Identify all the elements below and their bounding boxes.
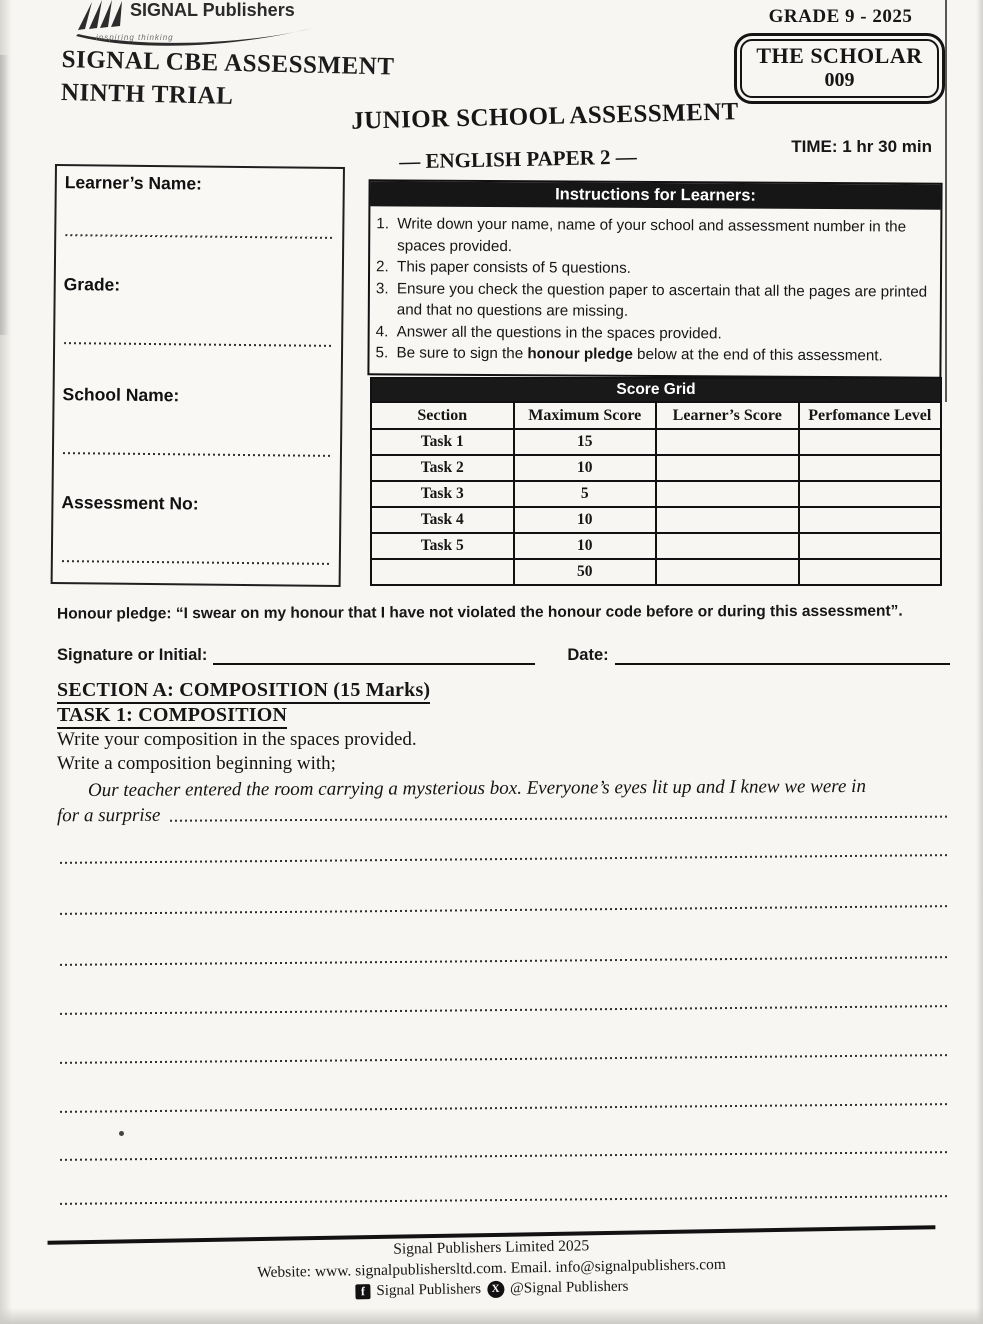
instruction-number: 3. xyxy=(375,280,389,298)
composition-writing-line[interactable] xyxy=(60,1054,950,1064)
performance-level-cell[interactable] xyxy=(799,559,942,585)
learner-score-cell[interactable] xyxy=(656,429,799,455)
assessment-no-field[interactable] xyxy=(62,560,330,565)
scan-smudge-left xyxy=(0,55,9,335)
composition-prompt-line2: for a surprise xyxy=(57,801,950,828)
exam-title: JUNIOR SCHOOL ASSESSMENT xyxy=(350,98,740,135)
performance-level-cell[interactable] xyxy=(799,429,942,455)
composition-writing-line[interactable] xyxy=(60,1103,950,1113)
learner-score-cell[interactable] xyxy=(656,507,799,533)
performance-level-cell[interactable] xyxy=(799,481,942,507)
honour-pledge-statement: Honour pledge: “I swear on my honour that I have not violated the honour code before or during this assessment”. xyxy=(56,602,903,623)
publisher-contact: Website: www. signalpublishersltd.com. Email. info@signalpublishers.com xyxy=(257,1255,727,1282)
learner-name-field[interactable] xyxy=(65,234,333,239)
learner-score-cell[interactable] xyxy=(656,533,799,559)
stray-ink-dot xyxy=(119,1131,124,1136)
composition-instruction-1: Write your composition in the spaces provided. xyxy=(57,729,417,750)
facebook-icon: f xyxy=(355,1284,370,1299)
signature-label: Signature or Initial: xyxy=(57,646,208,664)
instructions-box xyxy=(367,179,942,379)
school-name-label: School Name: xyxy=(62,384,180,406)
col-max-score: Maximum Score xyxy=(514,402,657,429)
instruction-number: 5. xyxy=(375,344,389,362)
signature-row xyxy=(57,645,950,665)
learner-score-cell[interactable] xyxy=(656,481,799,507)
composition-prompt-line1: Our teacher entered the room carrying a mysterious box. Everyone’s eyes lit up and I knew we were in xyxy=(87,775,866,802)
grade-year-label: GRADE 9 - 2025 xyxy=(768,6,913,27)
max-score-cell: 5 xyxy=(514,481,657,507)
performance-level-cell[interactable] xyxy=(799,507,942,533)
composition-writing-line[interactable] xyxy=(60,1195,950,1205)
instruction-number: 1. xyxy=(376,215,390,233)
score-grid-title: Score Grid xyxy=(370,377,942,401)
composition-writing-line[interactable] xyxy=(60,1151,950,1161)
instruction-text: Be sure to sign the honour pledge below at the end of this assessment. xyxy=(396,344,883,365)
composition-writing-line[interactable] xyxy=(60,956,950,966)
section-cell: Task 1 xyxy=(371,429,514,455)
date-field[interactable] xyxy=(615,645,950,665)
col-learner-score: Learner’s Score xyxy=(656,402,799,429)
scan-line-artifact xyxy=(945,0,947,402)
learner-score-cell[interactable] xyxy=(656,559,799,585)
section-cell: Task 5 xyxy=(371,533,514,559)
score-row xyxy=(371,455,941,481)
score-row xyxy=(371,429,941,455)
instruction-text: Write down your name, name of your school and assessment number in the spaces provided. xyxy=(397,215,907,255)
score-grid xyxy=(370,377,942,586)
score-row xyxy=(371,507,941,533)
instruction-text: Answer all the questions in the spaces provided. xyxy=(396,323,722,343)
x-icon: X xyxy=(487,1281,504,1298)
assessment-no-label: Assessment No: xyxy=(61,492,199,514)
composition-writing-line[interactable] xyxy=(60,854,950,864)
x-handle: @Signal Publishers xyxy=(509,1278,629,1297)
composition-writing-line[interactable] xyxy=(170,816,950,822)
time-allowed-label: TIME: 1 hr 30 min xyxy=(791,137,932,156)
publisher-logo-tagline: inspiring thinking xyxy=(96,33,174,42)
school-name-field[interactable] xyxy=(63,452,331,457)
honour-pledge-emphasis: honour pledge xyxy=(527,345,633,364)
score-row xyxy=(371,533,941,559)
section-cell: Task 2 xyxy=(371,455,514,481)
publisher-imprint: Signal Publishers Limited 2025 xyxy=(393,1237,590,1258)
signature-field[interactable] xyxy=(213,645,535,665)
grade-field[interactable] xyxy=(64,342,332,347)
instruction-number: 4. xyxy=(375,323,389,341)
composition-writing-line[interactable] xyxy=(60,1005,950,1015)
max-score-cell: 50 xyxy=(514,559,657,585)
learner-name-label: Learner’s Name: xyxy=(64,172,203,194)
scholar-series-badge xyxy=(734,33,945,104)
score-total-row xyxy=(371,559,941,585)
instruction-item xyxy=(375,343,929,368)
section-a-heading: SECTION A: COMPOSITION (15 Marks) xyxy=(57,679,430,702)
series-title-line1: SIGNAL CBE ASSESSMENT xyxy=(61,45,395,81)
max-score-cell: 10 xyxy=(514,455,657,481)
task-1-heading: TASK 1: COMPOSITION xyxy=(57,704,287,727)
scan-edge-bottom xyxy=(0,1308,983,1324)
instructions-title: Instructions for Learners: xyxy=(370,181,940,209)
col-performance-level: Perfomance Level xyxy=(799,402,942,429)
badge-title: THE SCHOLAR xyxy=(756,43,923,68)
series-title-line2: NINTH TRIAL xyxy=(60,78,234,110)
paper-title: — ENGLISH PAPER 2 — xyxy=(398,144,638,174)
learner-details-box xyxy=(51,164,345,587)
badge-number: 009 xyxy=(824,69,855,91)
instruction-number: 2. xyxy=(376,258,389,276)
section-cell xyxy=(371,559,514,585)
max-score-cell: 10 xyxy=(514,533,657,559)
composition-writing-line[interactable] xyxy=(60,905,950,915)
grade-label: Grade: xyxy=(63,274,121,295)
score-grid-table xyxy=(370,401,942,586)
facebook-handle: Signal Publishers xyxy=(376,1281,482,1300)
instruction-text: This paper consists of 5 questions. xyxy=(397,258,631,278)
performance-level-cell[interactable] xyxy=(799,455,942,481)
date-label: Date: xyxy=(567,646,609,664)
max-score-cell: 10 xyxy=(514,507,657,533)
score-grid-header-row xyxy=(371,402,941,429)
instruction-item xyxy=(376,278,930,325)
max-score-cell: 15 xyxy=(514,429,657,455)
performance-level-cell[interactable] xyxy=(799,533,942,559)
page-footer xyxy=(40,1225,944,1306)
col-section: Section xyxy=(371,402,514,429)
section-cell: Task 3 xyxy=(371,481,514,507)
section-cell: Task 4 xyxy=(371,507,514,533)
composition-instruction-2: Write a composition beginning with; xyxy=(57,753,336,774)
instruction-item xyxy=(376,213,930,260)
instruction-text: Ensure you check the question paper to ascertain that all the pages are printed and that no questions are missing. xyxy=(396,280,928,321)
learner-score-cell[interactable] xyxy=(656,455,799,481)
scan-edge-right xyxy=(976,0,983,1324)
score-row xyxy=(371,481,941,507)
assessment-series-title xyxy=(61,44,395,117)
publisher-logo-text: SIGNAL Publishers xyxy=(130,0,295,20)
